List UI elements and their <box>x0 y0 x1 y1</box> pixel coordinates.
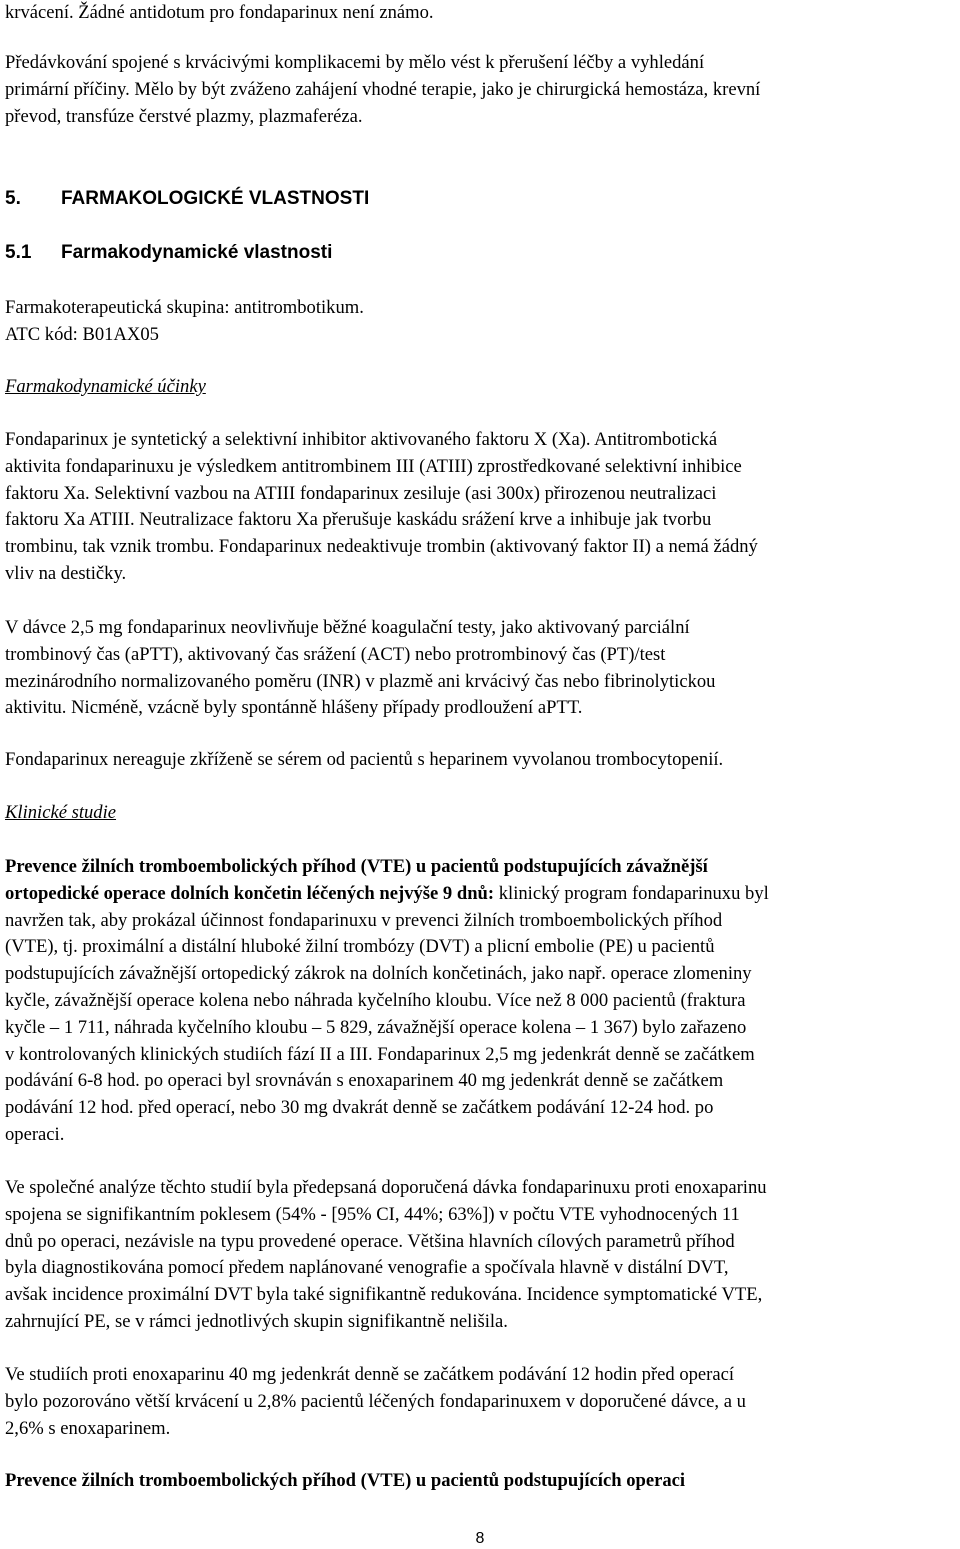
text-line: aktivita fondaparinuxu je výsledkem antitrombinem III (ATIII) zprostředkované selektivní inhibice <box>5 455 742 477</box>
text-line: Fondaparinux je syntetický a selektivní inhibitor aktivovaného faktoru X (Xa). Antitrombotická <box>5 429 718 450</box>
text-line: primární příčiny. Mělo by být zváženo zahájení vhodné terapie, jako je chirurgická hemostáza, krevní <box>5 78 761 100</box>
text-line: Farmakoterapeutická skupina: antitrombotikum. <box>5 297 364 318</box>
text-line: Ve studiích proti enoxaparinu 40 mg jedenkrát denně se začátkem podávání 12 hodin před operací <box>5 1364 735 1385</box>
subheading-clinical-studies <box>5 800 955 827</box>
text-line: ATC kód: B01AX05 <box>5 323 159 345</box>
text-line: podávání 6-8 hod. po operaci byl srovnáván s enoxaparinem 40 mg jedenkrát denně se začátkem <box>5 1070 724 1092</box>
section-heading-5 <box>5 186 955 212</box>
paragraph-atc <box>5 295 955 349</box>
text-line: V dávce 2,5 mg fondaparinux neovlivňuje běžné koagulační testy, jako aktivovaný parciální <box>5 617 690 638</box>
paragraph-bleeding <box>5 1362 955 1442</box>
text-line: podstupujících závažnější ortopedický zákrok na dolních končetinách, jako např. operace zlomeniny <box>5 963 752 985</box>
text-line: v kontrolovaných klinických studiích fází II a III. Fondaparinux 2,5 mg jedenkrát denně se začátkem <box>5 1043 755 1065</box>
text-line: podávání 12 hod. před operací, nebo 30 mg dvakrát denně se začátkem podávání 12-24 hod. po <box>5 1097 714 1119</box>
text-line: Ve společné analýze těchto studií byla předepsaná doporučená dávka fondaparinuxu proti enoxaparinu <box>5 1177 767 1198</box>
text-line: Předávkování spojené s krvácivými komplikacemi by mělo vést k přerušení léčby a vyhledání <box>5 52 705 73</box>
bold-heading-line: Prevence žilních tromboembolických příhod (VTE) u pacientů podstupujících operaci <box>5 1470 686 1491</box>
section-number: 5.1 <box>5 242 32 263</box>
bold-heading-line: ortopedické operace dolních končetin léčených nejvýše 9 dnů: <box>5 882 495 904</box>
subheading-text: Klinické studie <box>5 802 117 823</box>
text-line: trombinu, tak vznik trombu. Fondaparinux nedeaktivuje trombin (aktivovaný faktor II) a nemá žádný <box>5 536 758 558</box>
paragraph-pooled-analysis <box>5 1175 955 1336</box>
text-line: mezinárodního normalizovaného poměru (INR) v plazmě ani krvácivý čas nebo fibrinolytickou <box>5 670 716 692</box>
text-line: kyčle – 1 711, náhrada kyčelního kloubu – 5 829, závažnější operace kolena – 1 367) bylo zařazeno <box>5 1016 747 1038</box>
paragraph-vte-orthopedic <box>5 854 955 1149</box>
text-line: faktoru Xa ATIII. Neutralizace faktoru Xa přerušuje kaskádu srážení krve a inhibuje jak tvorbu <box>5 509 712 531</box>
text-run: klinický program fondaparinuxu byl <box>494 882 769 904</box>
paragraph-vte-surgery-heading <box>5 1468 955 1495</box>
text-line: (VTE), tj. proximální a distální hluboké žilní trombózy (DVT) a plicní embolie (PE) u pacientů <box>5 936 715 958</box>
text-line: Fondaparinux nereaguje zkříženě se sérem od pacientů s heparinem vyvolanou trombocytopenií. <box>5 749 724 770</box>
text-line: zahrnující PE, se v rámci jednotlivých skupin signifikantně nelišila. <box>5 1310 508 1332</box>
paragraph-hit <box>5 747 955 774</box>
subheading-text: Farmakodynamické účinky <box>5 376 206 397</box>
text-line: převod, transfúze čerstvé plazmy, plazmaferéza. <box>5 105 363 127</box>
text-line: dnů po operaci, nezávisle na typu provedené operace. Většina hlavních cílových parametrů příhod <box>5 1230 735 1252</box>
text-line: bylo pozorováno větší krvácení u 2,8% pacientů léčených fondaparinuxem v doporučené dávce, a u <box>5 1390 746 1412</box>
paragraph-overdose-end <box>5 0 955 27</box>
section-title: FARMAKOLOGICKÉ VLASTNOSTI <box>61 188 370 209</box>
text-line: avšak incidence proximální DVT byla také signifikantně redukována. Incidence symptomatické VTE, <box>5 1284 763 1306</box>
section-heading-5-1 <box>5 240 955 266</box>
bold-heading-line: Prevence žilních tromboembolických příhod (VTE) u pacientů podstupujících závažnější <box>5 856 708 877</box>
subheading-pharmacodynamic-effects <box>5 374 955 401</box>
text-line: spojena se signifikantním poklesem (54% - [95% CI, 44%; 63%]) v počtu VTE vyhodnocených 11 <box>5 1203 740 1225</box>
paragraph-coagulation-tests <box>5 615 955 722</box>
text-line: kyčle, závažnější operace kolena nebo náhrada kyčelního kloubu. Více než 8 000 pacientů (fraktura <box>5 989 746 1011</box>
page-number: 8 <box>475 1530 485 1547</box>
text-line: navržen tak, aby prokázal účinnost fondaparinuxu v prevenci žilních tromboembolických příhod <box>5 909 723 931</box>
text-line: faktoru Xa. Selektivní vazbou na ATIII fondaparinux zesiluje (asi 300x) přirozenou neutralizaci <box>5 482 717 504</box>
text-line: operaci. <box>5 1123 65 1145</box>
section-title: Farmakodynamické vlastnosti <box>61 242 333 263</box>
paragraph-overdose <box>5 50 955 130</box>
text-line: aktivitu. Nicméně, vzácně byly spontánně hlášeny případy prodloužení aPTT. <box>5 697 583 719</box>
section-number: 5. <box>5 188 21 209</box>
paragraph-mechanism <box>5 427 955 588</box>
text-line: trombinový čas (aPTT), aktivovaný čas srážení (ACT) nebo protrombinový čas (PT)/test <box>5 643 666 665</box>
text-line: vliv na destičky. <box>5 562 127 584</box>
text-line: krvácení. Žádné antidotum pro fondaparinux není známo. <box>5 2 434 23</box>
text-line: 2,6% s enoxaparinem. <box>5 1417 171 1439</box>
text-line: byla diagnostikována pomocí předem naplánované venografie a spočívala hlavně v distální DVT, <box>5 1257 729 1279</box>
